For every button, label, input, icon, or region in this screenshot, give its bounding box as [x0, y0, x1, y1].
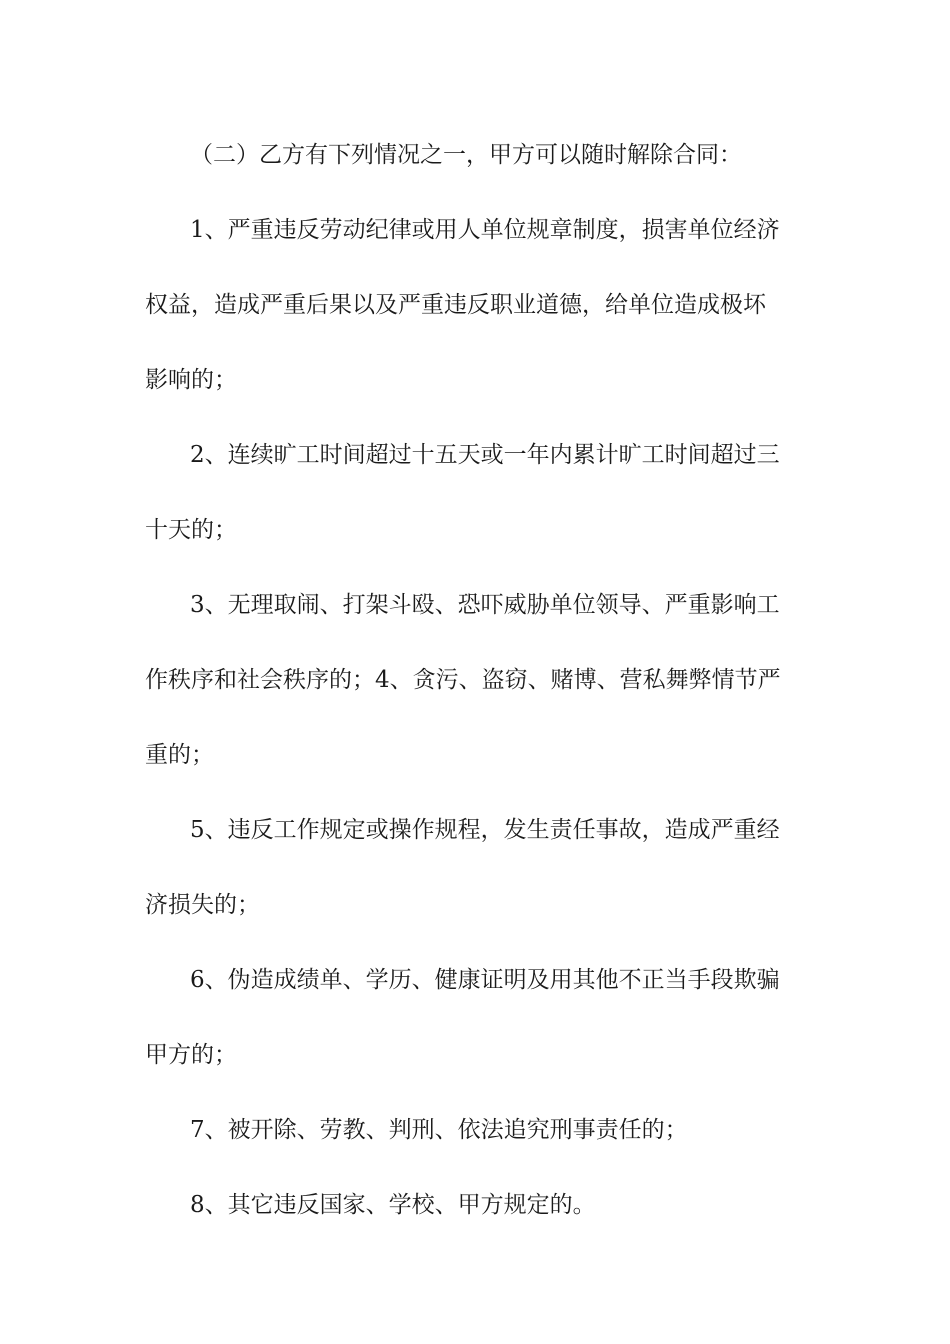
clause-3-4-line: 作秩序和社会秩序的；4、贪污、盗窃、赌博、营私舞弊情节严 — [145, 667, 781, 693]
clause-7-line: 7、被开除、劳教、判刑、依法追究刑事责任的； — [190, 1117, 688, 1143]
clause-2-line-2: 十天的； — [145, 517, 237, 543]
clause-2-line-1: 2、连续旷工时间超过十五天或一年内累计旷工时间超过三 — [190, 442, 780, 468]
clause-1-line-1: 1、严重违反劳动纪律或用人单位规章制度，损害单位经济 — [190, 217, 780, 243]
clause-1-line-2: 权益，造成严重后果以及严重违反职业道德，给单位造成极坏 — [145, 292, 766, 318]
clause-1-line-3: 影响的； — [145, 367, 237, 393]
clause-6-line-1: 6、伪造成绩单、学历、健康证明及用其他不正当手段欺骗 — [190, 967, 780, 993]
clause-8-line: 8、其它违反国家、学校、甲方规定的。 — [190, 1192, 596, 1218]
clause-6-line-2: 甲方的； — [145, 1042, 237, 1068]
clause-5-line-2: 济损失的； — [145, 892, 260, 918]
clause-3-line-1: 3、无理取闹、打架斗殴、恐吓威胁单位领导、严重影响工 — [190, 592, 780, 618]
clause-5-line-1: 5、违反工作规定或操作规程，发生责任事故，造成严重经 — [190, 817, 780, 843]
section-heading: （二）乙方有下列情况之一，甲方可以随时解除合同： — [190, 142, 742, 168]
clause-4-line-2: 重的； — [145, 742, 214, 768]
